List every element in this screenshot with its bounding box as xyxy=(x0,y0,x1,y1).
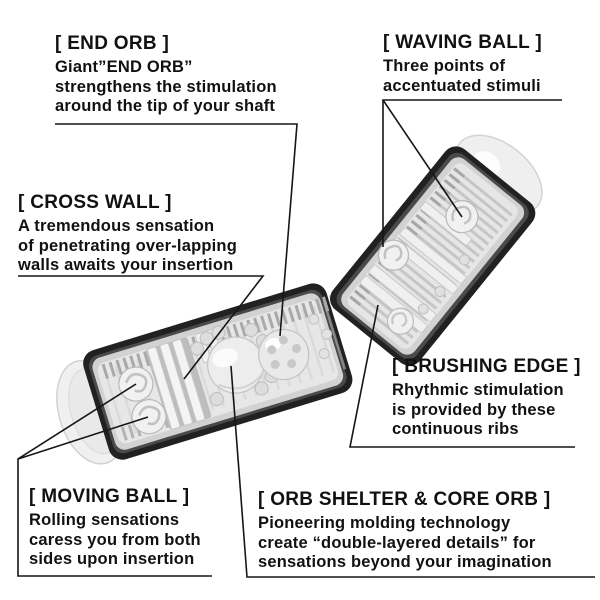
callout-end-orb xyxy=(55,33,277,117)
callout-heading: [ END ORB ] xyxy=(55,33,170,54)
callout-line: A tremendous sensation xyxy=(18,217,215,235)
callout-line: of penetrating over-lapping xyxy=(18,236,237,255)
callout-line: create “double-layered details” for xyxy=(258,533,536,552)
callout-line: around the tip of your shaft xyxy=(55,97,276,115)
callout-line: walls awaits your insertion xyxy=(18,256,234,274)
callout-line: Rolling sensations xyxy=(29,511,180,529)
callout-line: Rhythmic stimulation xyxy=(392,381,564,399)
callout-line: Giant”END ORB” xyxy=(55,58,193,76)
callout-heading: [ WAVING BALL ] xyxy=(383,32,542,53)
callout-line: sensations beyond your imagination xyxy=(258,553,552,571)
callout-line: sides upon insertion xyxy=(29,550,195,568)
callout-heading: [ BRUSHING EDGE ] xyxy=(392,356,581,377)
product-right-half xyxy=(324,116,561,371)
callout-line: Three points of xyxy=(383,57,506,75)
callout-heading: [ ORB SHELTER & CORE ORB ] xyxy=(258,489,551,510)
callout-cross-wall xyxy=(18,192,237,276)
callout-heading: [ CROSS WALL ] xyxy=(18,192,172,213)
callout-line: strengthens the stimulation xyxy=(55,77,277,96)
callout-line: caress you from both xyxy=(29,530,201,549)
callout-line: is provided by these xyxy=(392,400,556,419)
callout-waving-ball xyxy=(383,32,542,96)
callout-moving-ball xyxy=(29,486,201,570)
callout-brushing-edge xyxy=(392,356,581,440)
callout-line: continuous ribs xyxy=(392,420,519,438)
callout-line: accentuated stimuli xyxy=(383,76,541,95)
callout-orb-shelter xyxy=(258,489,552,573)
callout-line: Pioneering molding technology xyxy=(258,514,511,532)
product-left-half xyxy=(43,279,357,474)
callout-heading: [ MOVING BALL ] xyxy=(29,486,190,507)
